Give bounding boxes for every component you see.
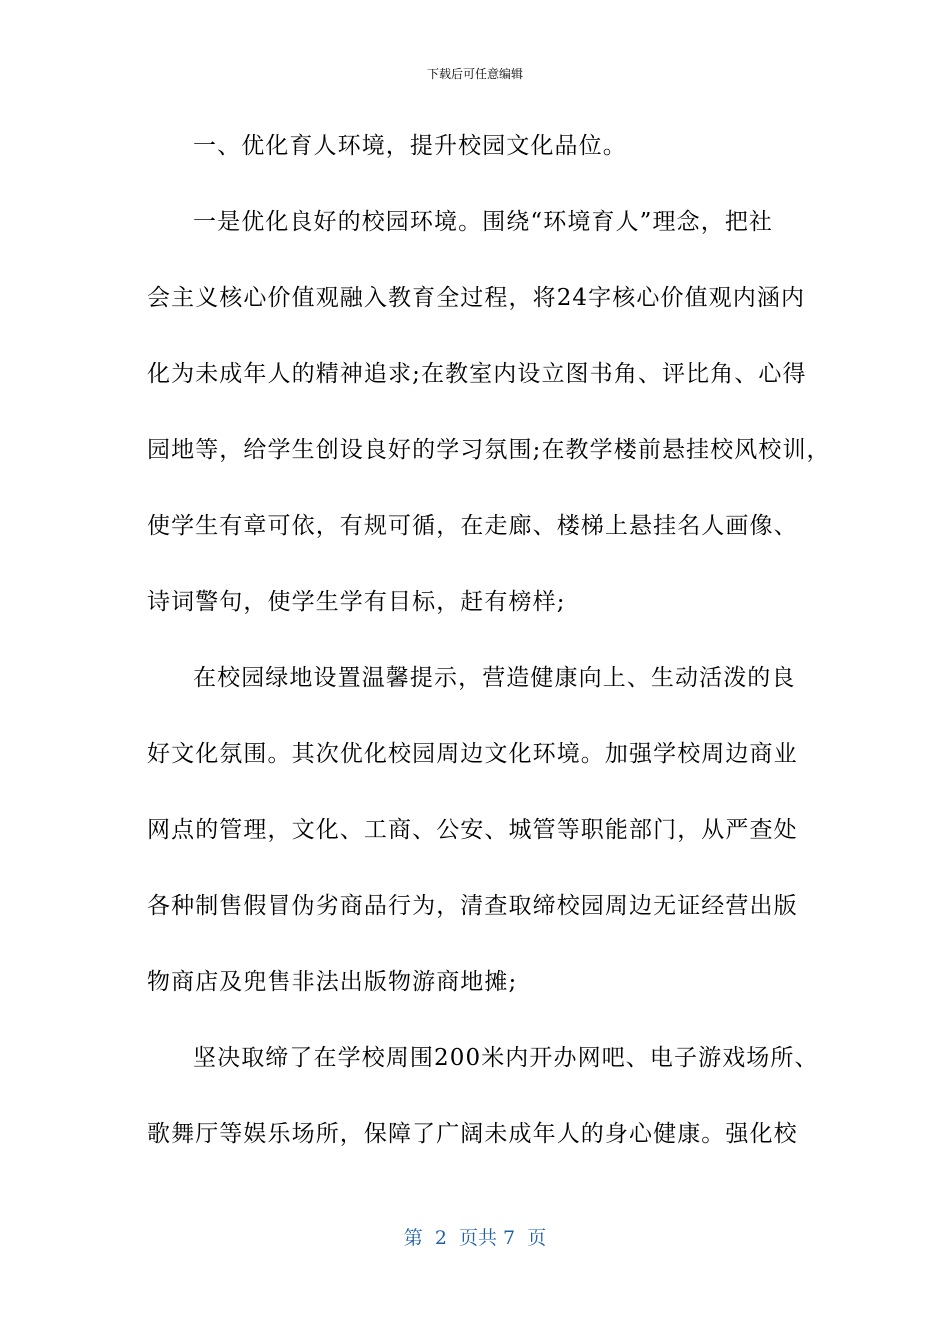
- paragraph-line: 化为未成年人的精神追求;在教室内设立图书角、评比角、心得: [147, 361, 807, 387]
- paragraph-line: 使学生有章可依，有规可循，在走廊、楼梯上悬挂名人画像、: [147, 513, 798, 539]
- paragraph-line: 歌舞厅等娱乐场所，保障了广阔未成年人的身心健康。强化校: [147, 1121, 798, 1147]
- paragraph-line: 诗词警句，使学生学有目标，赶有榜样;: [147, 589, 566, 615]
- page-header: 下载后可任意编辑: [426, 67, 523, 81]
- section-heading: 一、优化育人环境，提升校园文化品位。: [193, 133, 627, 159]
- document-body: [147, 122, 831, 1186]
- paragraph-line: 物商店及兜售非法出版物游商地摊;: [147, 969, 518, 995]
- paragraph-line: 坚决取缔了在学校周围200米内开办网吧、电子游戏场所、: [193, 1045, 819, 1071]
- paragraph-line: 会主义核心价值观融入教育全过程，将24字核心价值观内涵内: [147, 285, 806, 311]
- paragraph-line: 园地等，给学生创设良好的学习氛围;在教学楼前悬挂校风校训，: [147, 437, 831, 463]
- paragraph-line: 各种制售假冒伪劣商品行为，清查取缔校园周边无证经营出版: [147, 893, 798, 919]
- page-number-footer: 第 2 页共 7 页: [403, 1227, 547, 1249]
- paragraph-line: 好文化氛围。其次优化校园周边文化环境。加强学校周边商业: [147, 741, 798, 767]
- paragraph-line: 在校园绿地设置温馨提示，营造健康向上、生动活泼的良: [193, 665, 796, 691]
- paragraph-line: 网点的管理，文化、工商、公安、城管等职能部门，从严查处: [147, 817, 798, 843]
- paragraph-line: 一是优化良好的校园环境。围绕“环境育人”理念，把社: [193, 209, 774, 235]
